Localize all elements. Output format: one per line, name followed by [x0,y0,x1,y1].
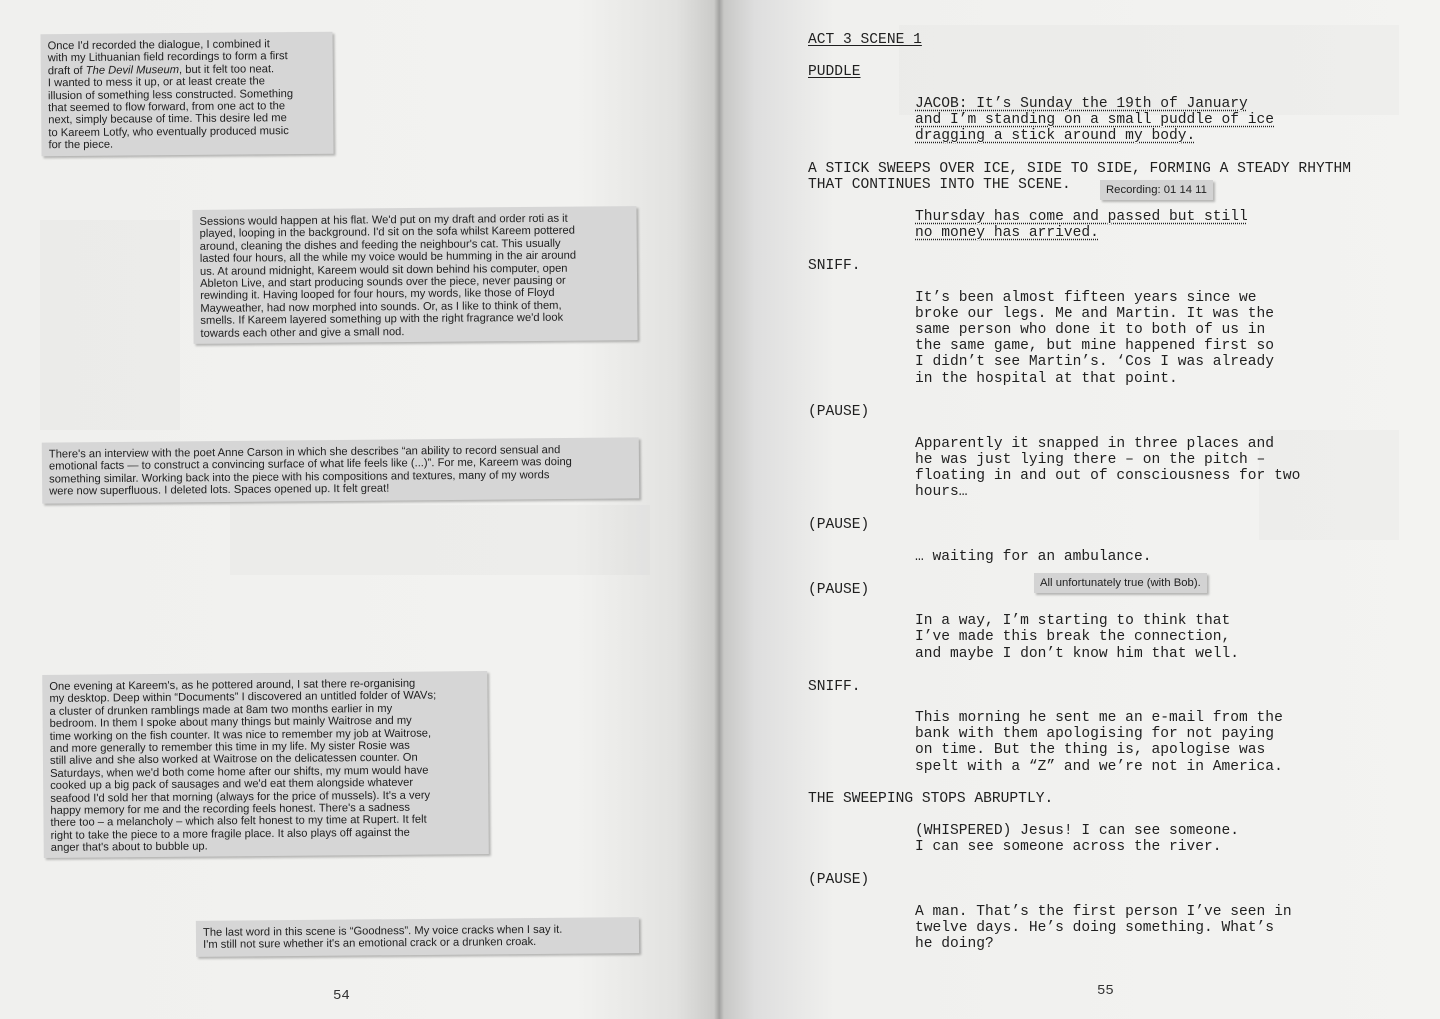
recording-tag: Recording: 01 14 11 [1100,180,1213,200]
dialogue-line: I didn’t see Martin’s. ‘Cos I was already [915,354,1275,370]
dialogue-line: I can see someone across the river. [915,839,1222,855]
left-page [0,0,719,1019]
dialogue-line: Apparently it snapped in three places and [915,436,1275,452]
stage-direction: (PAUSE) [808,582,870,598]
dialogue-line: bank with them apologising for not paying [915,726,1275,742]
dialogue-line: hours… [915,484,968,500]
note-combined-recordings: Once I'd recorded the dialogue, I combined it with my Lithuanian field recordings to form a first draft of The Devil Museum, but it felt too neat. I wanted to mess it up, or at least create the illusion of something less constructed. Something that seemed to flow forward, from one act to the next, simply because of time. This desire led me to Kareem Lotfy, who eventually produced music for the piece. [40,32,333,157]
dialogue-line: the same game, but mine happened first so [915,338,1275,354]
bleed-through-block [230,505,650,575]
dialogue-line: on time. But the thing is, apologise was [915,742,1266,758]
dialogue-line: It’s been almost fifteen years since we [915,290,1257,306]
note-anne-carson: There's an interview with the poet Anne Carson in which she describes “an ability to record sensual and emotional facts — to construct a convincing surface of what life feels like (...)”. For me, Kareem was doing something similar. Working back into the piece with his compositions and textures, many of my words were now superfluous. I deleted lots. Spaces opened up. It felt great! [42,437,640,503]
dialogue-line: This morning he sent me an e-mail from the [915,710,1283,726]
dialogue-line: JACOB: It’s Sunday the 19th of January [915,96,1248,112]
stage-direction: SNIFF. [808,258,861,274]
scene-title: PUDDLE [808,64,861,80]
page-number: 54 [333,988,350,1004]
title-devil-museum: The Devil Museum [85,63,180,77]
dialogue-line: in the hospital at that point. [915,371,1178,387]
stage-direction: THAT CONTINUES INTO THE SCENE. [808,177,1071,193]
dialogue-line: no money has arrived. [915,225,1099,241]
dialogue-line: (WHISPERED) Jesus! I can see someone. [915,823,1240,839]
dialogue-line: … waiting for an ambulance. [915,549,1152,565]
dialogue-line: broke our legs. Me and Martin. It was the [915,306,1275,322]
bleed-through-block [40,220,180,430]
note-waitrose-memory: One evening at Kareem's, as he pottered around, I sat there re-organising my desktop. Deep within “Documents” I discovered an untitled folder of WAVs; a cluster of drunken ramblings made at 8am two months earlier in my bedroom. In them I spoke about many things but mainly Waitrose and my time working on the fish counter. It was nice to remember my job at Waitrose, and more generally to remember this time in my life. My sister Rosie was still alive and she also worked at Waitrose on the delicatessen counter. On Saturdays, when we'd both come home after our shifts, my mum would have cooked up a big pack of sausages and we'd eat them alongside whatever seafood I'd sold her that morning (always for the price of mussels). It's a very happy memory for me and the recording feels honest. There's a sadness there too – a melancholy – which also felt honest to my time at Rupert. It felt right to take the piece to a more fragile place. It also plays off against the anger that's about to bubble up. [42,671,489,858]
dialogue-line: same person who done it to both of us in [915,322,1266,338]
dialogue-line: twelve days. He’s doing something. What’s [915,920,1275,936]
note-goodness: The last word in this scene is “Goodness”. My voice cracks when I say it. I'm still not sure whether it's an emotional crack or a drunken croak. [196,917,639,957]
stage-direction: (PAUSE) [808,517,870,533]
stage-direction: A STICK SWEEPS OVER ICE, SIDE TO SIDE, FORMING A STEADY RHYTHM [808,161,1351,177]
dialogue-line: and maybe I don’t know him that well. [915,646,1240,662]
stage-direction: SNIFF. [808,679,861,695]
dialogue-line: spelt with a “Z” and we’re not in America. [915,759,1283,775]
dialogue-line: floating in and out of consciousness for two [915,468,1301,484]
page-number: 55 [1097,983,1114,999]
dialogue-line: dragging a stick around my body. [915,128,1196,144]
bleed-through-block [1259,430,1399,540]
act-scene-heading: ACT 3 SCENE 1 [808,32,922,48]
dialogue-line: In a way, I’m starting to think that [915,613,1231,629]
stage-direction: THE SWEEPING STOPS ABRUPTLY. [808,791,1054,807]
right-page [719,0,1440,1019]
dialogue-line: A man. That’s the first person I’ve seen in [915,904,1292,920]
dialogue-line: he doing? [915,936,994,952]
note-sessions-at-flat: Sessions would happen at his flat. We'd put on my draft and order roti as it played, looping in the background. I'd sit on the sofa whilst Kareem pottered around, cleaning the dishes and feeding the neighbour's cat. This usually lasted four hours, all the while my voice would be humming in the air around us. At around midnight, Kareem would sit down behind his computer, open Ableton Live, and start producing sounds over the piece, never pausing or rewinding it. Having looped for four hours, my words, like those of Floyd Mayweather, had now morphed into sounds. Or, as I like to think of them, smells. If Kareem layered something up with the right fragrance we'd look towards each other and give a small nod. [192,206,637,344]
annotation-tag: All unfortunately true (with Bob). [1034,573,1207,593]
dialogue-line: Thursday has come and passed but still [915,209,1248,225]
dialogue-line: and I’m standing on a small puddle of ice [915,112,1275,128]
stage-direction: (PAUSE) [808,872,870,888]
book-gutter [714,0,724,1019]
stage-direction: (PAUSE) [808,404,870,420]
dialogue-line: I’ve made this break the connection, [915,629,1231,645]
dialogue-line: he was just lying there – on the pitch – [915,452,1266,468]
